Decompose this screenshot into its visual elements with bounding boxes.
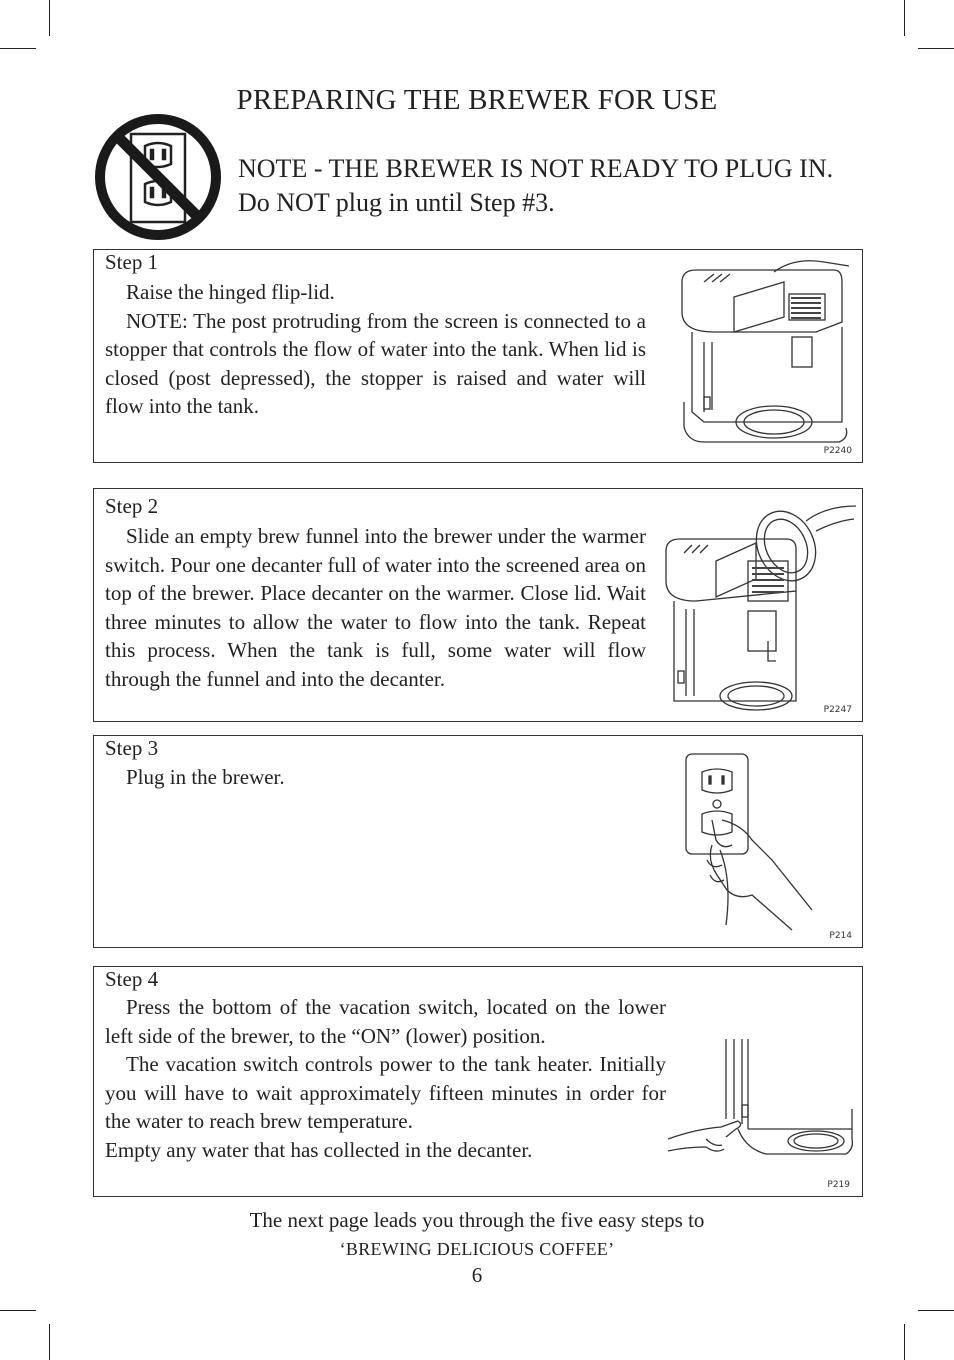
- note-line-2: Do NOT plug in until Step #3.: [238, 188, 555, 217]
- crop-mark: [918, 1310, 954, 1311]
- plug-in-illustration: [682, 750, 822, 935]
- step-paragraph: Slide an empty brew funnel into the brewer under the warmer switch. Pour one decanter full of water into the screened area on top of the brewer. Place decanter on the warmer. Close lid. Wait three minutes to allow the water to flow into the tank. Repeat this process. When the tank is full, some water will flow through the funnel and into the decanter.: [105, 524, 646, 691]
- note-line-1: NOTE - THE BREWER IS NOT READY TO PLUG IN.: [238, 154, 834, 183]
- footer-line-1: The next page leads you through the five easy steps to: [249, 1208, 705, 1232]
- step-1-panel: [93, 249, 863, 463]
- step-title: Step 2: [105, 494, 159, 518]
- figure-code: P219: [827, 1180, 850, 1190]
- crop-mark: [918, 48, 954, 49]
- step-3-panel: [93, 735, 863, 948]
- page-number: 6: [471, 1263, 483, 1287]
- footer-line-2: ‘BREWING DELICIOUS COFFEE’: [339, 1239, 615, 1259]
- page-title: PREPARING THE BREWER FOR USE: [236, 84, 718, 116]
- figure-code: P2247: [823, 705, 852, 715]
- step-title: Step 1: [105, 250, 159, 274]
- step-4-panel: [93, 966, 863, 1197]
- no-plug-icon: [93, 112, 223, 242]
- figure-code: P214: [829, 931, 852, 941]
- note: [238, 152, 833, 220]
- crop-mark: [904, 0, 905, 36]
- step-text: [105, 278, 646, 421]
- step-paragraph: Plug in the brewer.: [126, 765, 285, 789]
- step-paragraph: Raise the hinged flip-lid.: [126, 280, 335, 304]
- brewer-fill-illustration: [656, 491, 861, 719]
- step-title: Step 4: [105, 967, 159, 991]
- crop-mark: [0, 1310, 36, 1311]
- step-2-panel: [93, 488, 863, 722]
- step-paragraph: The vacation switch controls power to the tank heater. Initially you will have to wait approximately fifteen minutes in order for the water to reach brew temperature.: [105, 1052, 666, 1134]
- step-title: Step 3: [105, 736, 159, 760]
- step-text: [105, 993, 666, 1165]
- step-paragraph: NOTE: The post protruding from the screen is connected to a stopper that controls the flow of water into the tank. When lid is closed (post depressed), the stopper is raised and water will flow into the tank.: [105, 308, 646, 419]
- crop-mark: [49, 1324, 50, 1360]
- brewer-open-lid-illustration: [674, 252, 856, 452]
- crop-mark: [49, 0, 50, 36]
- figure-code: P2240: [823, 446, 852, 456]
- step-paragraph: Press the bottom of the vacation switch, located on the lower left side of the brewer, to the “ON” (lower) position.: [105, 995, 666, 1048]
- step-text: [105, 522, 646, 694]
- step-text: [105, 763, 646, 792]
- vacation-switch-illustration: [666, 1029, 858, 1164]
- step-last-line: Empty any water that has collected in the decanter.: [105, 1137, 533, 1162]
- crop-mark: [0, 48, 36, 49]
- crop-mark: [904, 1324, 905, 1360]
